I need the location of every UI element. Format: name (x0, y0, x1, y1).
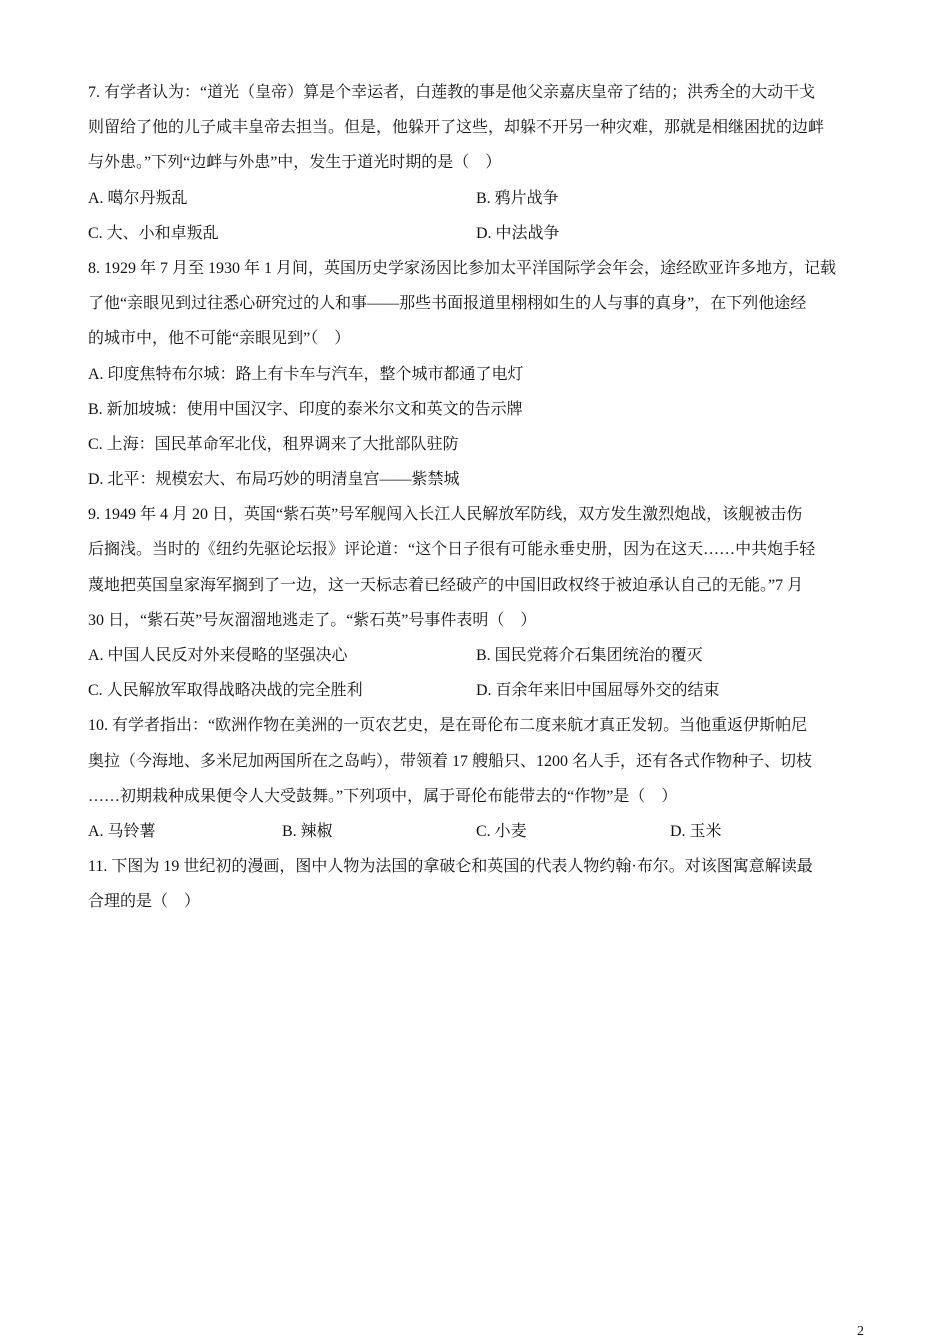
question-7 (88, 75, 863, 251)
option-row (88, 216, 863, 251)
option-c: C. 上海：国民革命军北伐，租界调来了大批部队驻防 (88, 435, 459, 453)
question-11 (88, 849, 863, 919)
option-a: A. 中国人民反对外来侵略的坚强决心 (88, 647, 348, 664)
option-row (88, 638, 863, 673)
question-10 (88, 708, 863, 849)
option-d: D. 百余年来旧中国屈辱外交的结束 (476, 682, 720, 700)
option-a: A. 马铃薯 (88, 822, 156, 840)
option-b: B. 辣椒 (282, 822, 333, 840)
option-d: D. 北平：规模宏大、布局巧妙的明清皇宫——紫禁城 (88, 471, 460, 489)
page-number: 2 (857, 1324, 864, 1339)
option-c: C. 人民解放军取得战略决战的完全胜利 (88, 682, 363, 700)
option-c: C. 小麦 (476, 822, 527, 840)
option-b: B. 新加坡城：使用中国汉字、印度的泰米尔文和英文的告示牌 (88, 400, 523, 418)
question-text-line: 后搁浅。当时的《纽约先驱论坛报》评论道：“这个日子很有可能永垂史册，因为在这天……中共炮手轻 (88, 541, 816, 559)
question-8 (88, 251, 863, 497)
question-9 (88, 497, 863, 708)
option-b: B. 鸦片战争 (476, 189, 559, 207)
option-row (88, 181, 863, 216)
option-a: A. 印度焦特布尔城：路上有卡车与汽车，整个城市都通了电灯 (88, 365, 524, 383)
question-text-line: 11. 下图为 19 世纪初的漫画，图中人物为法国的拿破仑和英国的代表人物约翰·布尔。对该图寓意解读最 (88, 858, 813, 876)
document-body (88, 75, 863, 920)
option-row (88, 814, 863, 849)
question-text-line: 的城市中，他不可能“亲眼见到”（ ） (88, 330, 351, 348)
question-text-line: 9. 1949 年 4 月 20 日，英国“紫石英”号军舰闯入长江人民解放军防线，双方发生激烈炮战，该舰被击伤 (88, 506, 803, 524)
question-text-line: 30 日，“紫石英”号灰溜溜地逃走了。“紫石英”号事件表明（ ） (88, 611, 537, 629)
option-d: D. 中法战争 (476, 224, 560, 242)
option-a: A. 噶尔丹叛乱 (88, 189, 188, 207)
question-text-line: 奥拉（今海地、多米尼加两国所在之岛屿），带领着 17 艘船只、1200 名人手，还有各式作物种子、切枝 (88, 752, 813, 770)
question-text-line: 了他“亲眼见到过往悉心研究过的人和事——那些书面报道里栩栩如生的人与事的真身”，在下列他途经 (88, 295, 807, 313)
question-text-line: ……初期栽种成果便令人大受鼓舞。”下列项中，属于哥伦布能带去的“作物”是（ ） (88, 787, 678, 805)
option-row (88, 673, 863, 708)
option-b: B. 国民党蒋介石集团统治的覆灭 (476, 647, 703, 664)
question-text-line: 8. 1929 年 7 月至 1930 年 1 月间，英国历史学家汤因比参加太平洋国际学会年会，途经欧亚许多地方，记载 (88, 259, 837, 277)
question-text-line: 与外患。”下列“边衅与外患”中，发生于道光时期的是（ ） (88, 154, 502, 172)
question-text-line: 蔑地把英国皇家海军搁到了一边，这一天标志着已经破产的中国旧政权终于被迫承认自己的无能。”7 月 (88, 576, 804, 594)
question-text-line: 7. 有学者认为：“道光（皇帝）算是个幸运者，白莲教的事是他父亲嘉庆皇帝了结的；洪秀全的大动干戈 (88, 84, 816, 101)
question-text-line: 合理的是（ ） (88, 893, 201, 911)
option-c: C. 大、小和卓叛乱 (88, 224, 219, 242)
question-text-line: 10. 有学者指出：“欧洲作物在美洲的一页农艺史，是在哥伦布二度来航才真正发轫。当他重返伊斯帕尼 (88, 717, 808, 735)
option-d: D. 玉米 (670, 822, 722, 840)
question-text-line: 则留给了他的儿子咸丰皇帝去担当。但是，他躲开了这些，却躲不开另一种灾难，那就是相继困扰的边衅 (88, 119, 825, 137)
